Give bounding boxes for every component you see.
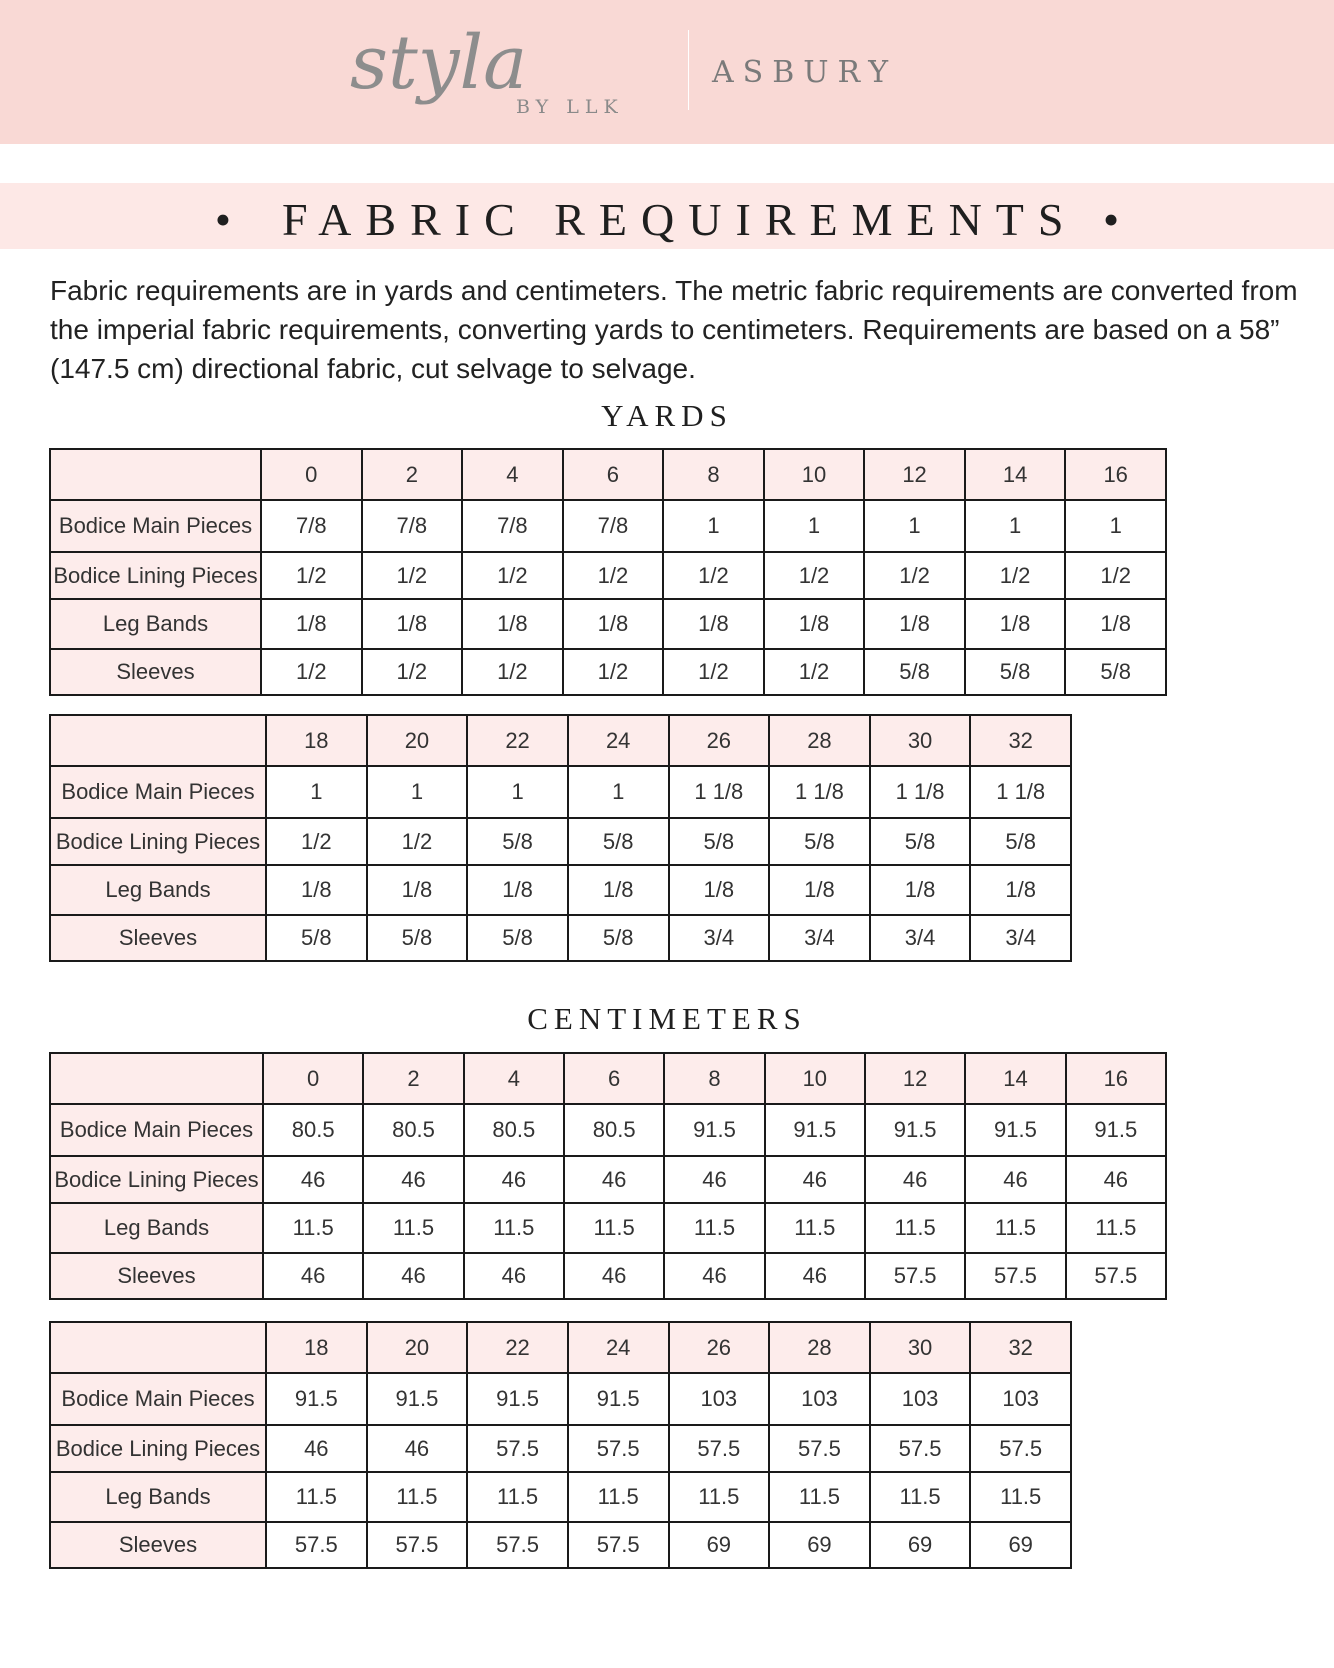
value-cell: 3/4 (769, 915, 870, 961)
value-cell: 91.5 (865, 1104, 965, 1156)
value-cell: 57.5 (467, 1522, 568, 1568)
size-header-cell: 30 (870, 715, 971, 766)
row-label: Bodice Lining Pieces (50, 1156, 263, 1203)
value-cell: 46 (367, 1425, 468, 1472)
value-cell: 11.5 (266, 1472, 367, 1522)
value-cell: 80.5 (564, 1104, 664, 1156)
row-label: Sleeves (50, 1522, 266, 1568)
table-row (50, 1253, 1166, 1299)
size-header-cell: 26 (669, 715, 770, 766)
value-cell: 57.5 (965, 1253, 1065, 1299)
value-cell: 57.5 (970, 1425, 1071, 1472)
size-header-cell: 32 (970, 715, 1071, 766)
size-header-row (50, 1053, 1166, 1104)
value-cell: 5/8 (965, 649, 1066, 695)
size-header-cell: 16 (1066, 1053, 1166, 1104)
page-title (0, 193, 1334, 246)
value-cell: 3/4 (870, 915, 971, 961)
corner-cell (50, 1322, 266, 1373)
value-cell: 1/2 (764, 649, 865, 695)
value-cell: 11.5 (367, 1472, 468, 1522)
table-row (50, 552, 1166, 599)
value-cell: 1 1/8 (769, 766, 870, 818)
row-label: Bodice Main Pieces (50, 1373, 266, 1425)
size-header-cell: 4 (462, 449, 563, 500)
table-row (50, 818, 1071, 865)
size-header-cell: 28 (769, 715, 870, 766)
row-label: Sleeves (50, 915, 266, 961)
value-cell: 7/8 (261, 500, 362, 552)
value-cell: 91.5 (965, 1104, 1065, 1156)
logo-script-text: styla (350, 20, 528, 106)
value-cell: 5/8 (568, 818, 669, 865)
value-cell: 1 (367, 766, 468, 818)
value-cell: 11.5 (870, 1472, 971, 1522)
corner-cell (50, 1053, 263, 1104)
value-cell: 46 (464, 1156, 564, 1203)
size-header-row (50, 715, 1071, 766)
value-cell: 103 (870, 1373, 971, 1425)
value-cell: 7/8 (563, 500, 664, 552)
size-header-cell: 8 (663, 449, 764, 500)
value-cell: 5/8 (669, 818, 770, 865)
size-header-cell: 2 (363, 1053, 463, 1104)
size-header-cell: 6 (564, 1053, 664, 1104)
value-cell: 46 (464, 1253, 564, 1299)
value-cell: 57.5 (1066, 1253, 1166, 1299)
value-cell: 103 (669, 1373, 770, 1425)
value-cell: 1/2 (367, 818, 468, 865)
value-cell: 7/8 (362, 500, 463, 552)
value-cell: 103 (970, 1373, 1071, 1425)
value-cell: 11.5 (765, 1203, 865, 1253)
value-cell: 69 (870, 1522, 971, 1568)
value-cell: 46 (865, 1156, 965, 1203)
value-cell: 1/8 (261, 599, 362, 649)
logo-subtitle: BY LLK (516, 96, 624, 118)
value-cell: 57.5 (568, 1425, 669, 1472)
value-cell: 11.5 (664, 1203, 764, 1253)
intro-paragraph: Fabric requirements are in yards and centimeters. The metric fabric requirements are converted from the imperial fabric requirements, converting yards to centimeters. Requirements are based on a 58” (147.5 cm) directional fabric, cut selvage to selvage. (50, 275, 1298, 384)
value-cell: 1/2 (563, 552, 664, 599)
table-row (50, 766, 1071, 818)
value-cell: 91.5 (568, 1373, 669, 1425)
table-row (50, 1373, 1071, 1425)
pattern-name: ASBURY (712, 55, 898, 90)
value-cell: 91.5 (1066, 1104, 1166, 1156)
value-cell: 46 (263, 1156, 363, 1203)
value-cell: 1/2 (261, 649, 362, 695)
value-cell: 1 (1065, 500, 1166, 552)
size-header-cell: 24 (568, 1322, 669, 1373)
size-header-cell: 18 (266, 1322, 367, 1373)
size-header-cell: 10 (764, 449, 865, 500)
value-cell: 1/2 (663, 649, 764, 695)
value-cell: 11.5 (769, 1472, 870, 1522)
centimeters-heading: CENTIMETERS (527, 1001, 807, 1036)
value-cell: 1 (764, 500, 865, 552)
value-cell: 11.5 (564, 1203, 664, 1253)
size-header-cell: 12 (865, 1053, 965, 1104)
row-label: Bodice Main Pieces (50, 766, 266, 818)
table-row (50, 649, 1166, 695)
table-row (50, 500, 1166, 552)
value-cell: 11.5 (970, 1472, 1071, 1522)
table-row (50, 1472, 1071, 1522)
size-header-cell: 18 (266, 715, 367, 766)
value-cell: 57.5 (266, 1522, 367, 1568)
value-cell: 5/8 (870, 818, 971, 865)
value-cell: 1/8 (669, 865, 770, 915)
value-cell: 69 (769, 1522, 870, 1568)
row-label: Bodice Main Pieces (50, 1104, 263, 1156)
value-cell: 46 (263, 1253, 363, 1299)
value-cell: 1/8 (1065, 599, 1166, 649)
table-row (50, 1522, 1071, 1568)
size-header-cell: 0 (263, 1053, 363, 1104)
value-cell: 80.5 (263, 1104, 363, 1156)
size-header-row (50, 449, 1166, 500)
size-header-cell: 14 (965, 1053, 1065, 1104)
value-cell: 57.5 (568, 1522, 669, 1568)
size-header-cell: 26 (669, 1322, 770, 1373)
value-cell: 5/8 (769, 818, 870, 865)
size-header-cell: 12 (864, 449, 965, 500)
row-label: Bodice Main Pieces (50, 500, 261, 552)
size-header-cell: 20 (367, 1322, 468, 1373)
yards-table-1 (49, 448, 1167, 696)
size-header-cell: 20 (367, 715, 468, 766)
value-cell: 5/8 (367, 915, 468, 961)
value-cell: 1 (266, 766, 367, 818)
table-row (50, 599, 1166, 649)
value-cell: 1/8 (965, 599, 1066, 649)
size-header-cell: 0 (261, 449, 362, 500)
centimeters-table-1 (49, 1052, 1167, 1300)
value-cell: 5/8 (467, 915, 568, 961)
value-cell: 1/2 (462, 649, 563, 695)
value-cell: 80.5 (363, 1104, 463, 1156)
value-cell: 1 1/8 (970, 766, 1071, 818)
value-cell: 11.5 (464, 1203, 564, 1253)
value-cell: 11.5 (263, 1203, 363, 1253)
size-header-cell: 32 (970, 1322, 1071, 1373)
value-cell: 46 (765, 1156, 865, 1203)
value-cell: 69 (970, 1522, 1071, 1568)
corner-cell (50, 449, 261, 500)
value-cell: 46 (564, 1253, 664, 1299)
row-label: Leg Bands (50, 1472, 266, 1522)
value-cell: 1/2 (663, 552, 764, 599)
value-cell: 69 (669, 1522, 770, 1568)
value-cell: 46 (1066, 1156, 1166, 1203)
value-cell: 1/8 (563, 599, 664, 649)
value-cell: 1 (568, 766, 669, 818)
value-cell: 46 (664, 1156, 764, 1203)
value-cell: 11.5 (568, 1472, 669, 1522)
table-row (50, 1425, 1071, 1472)
table-row (50, 865, 1071, 915)
value-cell: 5/8 (266, 915, 367, 961)
value-cell: 1 (467, 766, 568, 818)
value-cell: 80.5 (464, 1104, 564, 1156)
value-cell: 91.5 (266, 1373, 367, 1425)
size-header-cell: 2 (362, 449, 463, 500)
value-cell: 1 1/8 (870, 766, 971, 818)
value-cell: 91.5 (367, 1373, 468, 1425)
yards-table-2 (49, 714, 1072, 962)
size-header-cell: 24 (568, 715, 669, 766)
row-label: Leg Bands (50, 865, 266, 915)
value-cell: 11.5 (1066, 1203, 1166, 1253)
table-row (50, 1203, 1166, 1253)
value-cell: 1/2 (1065, 552, 1166, 599)
value-cell: 91.5 (664, 1104, 764, 1156)
value-cell: 46 (363, 1253, 463, 1299)
value-cell: 1/2 (462, 552, 563, 599)
header-band (0, 0, 1334, 144)
value-cell: 5/8 (568, 915, 669, 961)
title-text: FABRIC REQUIREMENTS (282, 194, 1078, 245)
value-cell: 1/2 (362, 552, 463, 599)
value-cell: 11.5 (965, 1203, 1065, 1253)
corner-cell (50, 715, 266, 766)
size-header-cell: 14 (965, 449, 1066, 500)
value-cell: 3/4 (970, 915, 1071, 961)
size-header-cell: 10 (765, 1053, 865, 1104)
size-header-cell: 8 (664, 1053, 764, 1104)
value-cell: 5/8 (1065, 649, 1166, 695)
size-header-cell: 22 (467, 715, 568, 766)
value-cell: 1/2 (266, 818, 367, 865)
value-cell: 1/2 (362, 649, 463, 695)
yards-heading: YARDS (601, 398, 733, 433)
value-cell: 46 (564, 1156, 664, 1203)
row-label: Leg Bands (50, 1203, 263, 1253)
value-cell: 7/8 (462, 500, 563, 552)
value-cell: 1/8 (769, 865, 870, 915)
value-cell: 11.5 (669, 1472, 770, 1522)
value-cell: 1 (965, 500, 1066, 552)
value-cell: 57.5 (467, 1425, 568, 1472)
value-cell: 1/8 (663, 599, 764, 649)
size-header-cell: 22 (467, 1322, 568, 1373)
value-cell: 1/2 (261, 552, 362, 599)
header-divider (688, 30, 689, 110)
table-row (50, 1104, 1166, 1156)
row-label: Bodice Lining Pieces (50, 818, 266, 865)
value-cell: 57.5 (865, 1253, 965, 1299)
value-cell: 1/2 (965, 552, 1066, 599)
value-cell: 57.5 (769, 1425, 870, 1472)
value-cell: 11.5 (467, 1472, 568, 1522)
value-cell: 1/8 (362, 599, 463, 649)
value-cell: 11.5 (363, 1203, 463, 1253)
table-row (50, 915, 1071, 961)
value-cell: 1/8 (764, 599, 865, 649)
value-cell: 1 (864, 500, 965, 552)
value-cell: 11.5 (865, 1203, 965, 1253)
value-cell: 57.5 (669, 1425, 770, 1472)
size-header-cell: 16 (1065, 449, 1166, 500)
table-row (50, 1156, 1166, 1203)
value-cell: 1/8 (568, 865, 669, 915)
value-cell: 46 (363, 1156, 463, 1203)
size-header-cell: 6 (563, 449, 664, 500)
value-cell: 1/2 (764, 552, 865, 599)
value-cell: 1/8 (462, 599, 563, 649)
value-cell: 91.5 (467, 1373, 568, 1425)
value-cell: 1/2 (864, 552, 965, 599)
value-cell: 1/8 (870, 865, 971, 915)
value-cell: 91.5 (765, 1104, 865, 1156)
value-cell: 1 (663, 500, 764, 552)
row-label: Bodice Lining Pieces (50, 552, 261, 599)
value-cell: 46 (765, 1253, 865, 1299)
value-cell: 46 (266, 1425, 367, 1472)
value-cell: 1/8 (970, 865, 1071, 915)
value-cell: 103 (769, 1373, 870, 1425)
value-cell: 1/8 (266, 865, 367, 915)
value-cell: 57.5 (870, 1425, 971, 1472)
value-cell: 5/8 (970, 818, 1071, 865)
value-cell: 46 (965, 1156, 1065, 1203)
centimeters-table-2 (49, 1321, 1072, 1569)
row-label: Bodice Lining Pieces (50, 1425, 266, 1472)
size-header-cell: 4 (464, 1053, 564, 1104)
size-header-cell: 30 (870, 1322, 971, 1373)
row-label: Leg Bands (50, 599, 261, 649)
value-cell: 3/4 (669, 915, 770, 961)
value-cell: 5/8 (864, 649, 965, 695)
row-label: Sleeves (50, 649, 261, 695)
size-header-row (50, 1322, 1071, 1373)
value-cell: 1 1/8 (669, 766, 770, 818)
value-cell: 1/8 (864, 599, 965, 649)
value-cell: 5/8 (467, 818, 568, 865)
value-cell: 1/8 (367, 865, 468, 915)
row-label: Sleeves (50, 1253, 263, 1299)
size-header-cell: 28 (769, 1322, 870, 1373)
value-cell: 57.5 (367, 1522, 468, 1568)
title-bullet-left: • (214, 194, 231, 245)
value-cell: 46 (664, 1253, 764, 1299)
title-bullet-right: • (1102, 194, 1120, 245)
value-cell: 1/8 (467, 865, 568, 915)
value-cell: 1/2 (563, 649, 664, 695)
